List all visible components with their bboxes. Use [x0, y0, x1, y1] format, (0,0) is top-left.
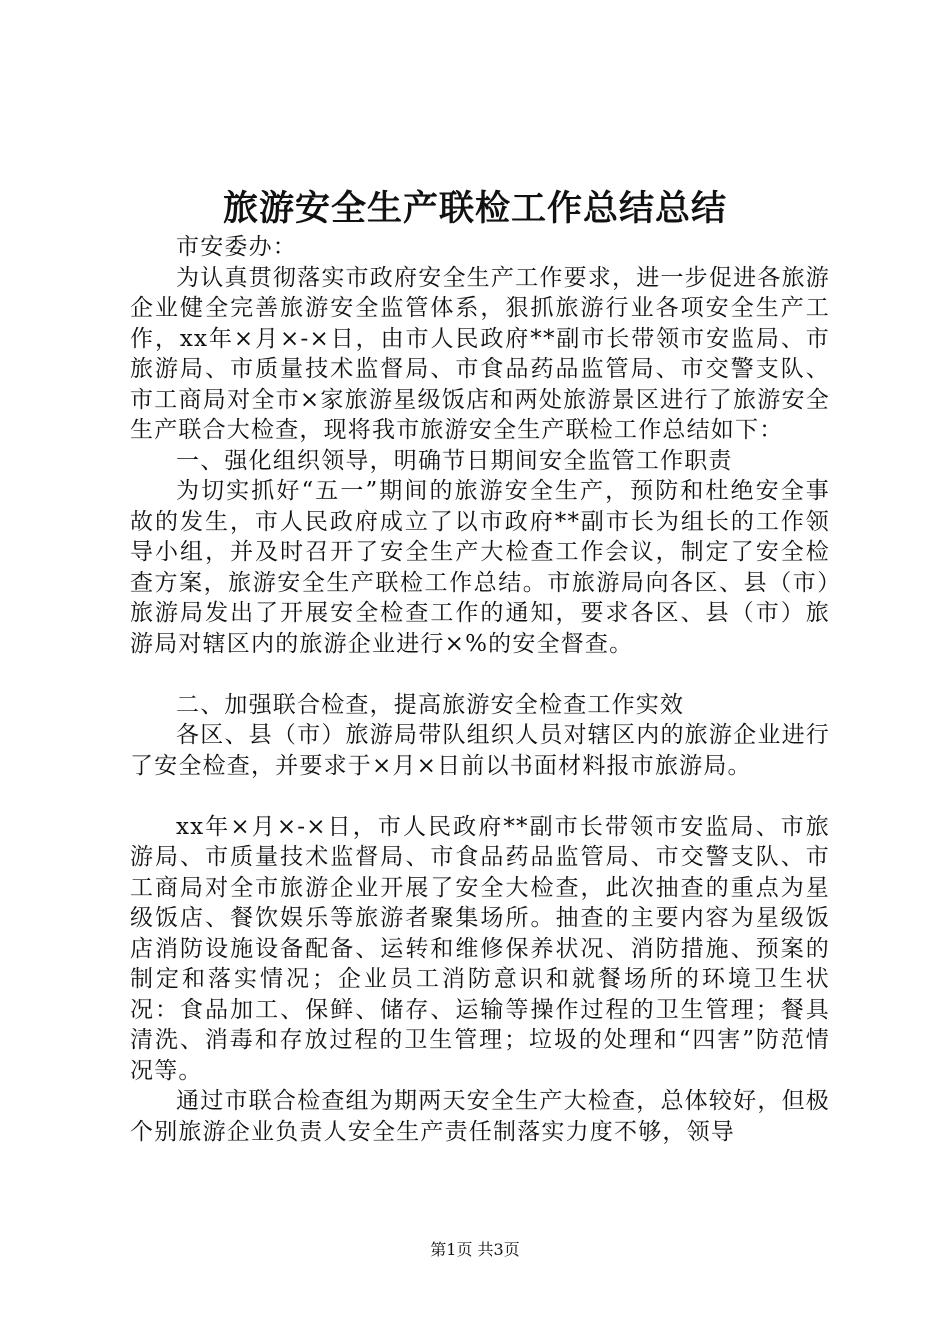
section-2-paragraph-1: 各区、县（市）旅游局带队组织人员对辖区内的旅游企业进行了安全检查，并要求于×月×日前以书面材料报市旅游局。	[130, 722, 830, 779]
document-body	[130, 232, 830, 1147]
blank-line	[130, 659, 830, 690]
section-2-paragraph-3: 通过市联合检查组为期两天安全生产大检查，总体较好，但极个别旅游企业负责人安全生产责任制落实力度不够，领导	[130, 1088, 830, 1145]
page-footer: 第1页 共3页	[430, 1240, 520, 1259]
section-heading-1: 一、强化组织领导，明确节日期间安全监管工作职责	[176, 447, 733, 474]
section-1-paragraph: 为切实抓好“五一”期间的旅游安全生产，预防和杜绝安全事故的发生，市人民政府成立了以市政府**副市长为组长的工作领导小组，并及时召开了安全生产大检查工作会议，制定了安全检查方案，旅游安全生产联检工作总结。市旅游局向各区、县（市）旅游局发出了开展安全检查工作的通知，要求各区、县（市）旅游局对辖区内的旅游企业进行×%的安全督查。	[130, 478, 830, 657]
section-2-paragraph-2: xx年×月×-×日，市人民政府**副市长带领市安监局、市旅游局、市质量技术监督局、市食品药品监管局、市交警支队、市工商局对全市旅游企业开展了安全大检查，此次抽查的重点为星级饭店、餐饮娱乐等旅游者聚集场所。抽查的主要内容为星级饭店消防设施设备配备、运转和维修保养状况、消防措施、预案的制定和落实情况；企业员工消防意识和就餐场所的环境卫生状况：食品加工、保鲜、储存、运输等操作过程的卫生管理；餐具清洗、消毒和存放过程的卫生管理；垃圾的处理和“四害”防范情况等。	[130, 813, 830, 1084]
section-heading-2: 二、加强联合检查，提高旅游安全检查工作实效	[176, 691, 685, 718]
salutation: 市安委办：	[176, 234, 297, 260]
document-title: 旅游安全生产联检工作总结总结	[222, 188, 727, 229]
intro-paragraph: 为认真贯彻落实市政府安全生产工作要求，进一步促进各旅游企业健全完善旅游安全监管体系，狠抓旅游行业各项安全生产工作，xx年×月×-×日，由市人民政府**副市长带领市安监局、市旅游局、市质量技术监督局、市食品药品监管局、市交警支队、市工商局对全市×家旅游星级饭店和两处旅游景区进行了旅游安全生产联合大检查，现将我市旅游安全生产联检工作总结如下：	[130, 264, 830, 443]
blank-line	[130, 781, 830, 812]
